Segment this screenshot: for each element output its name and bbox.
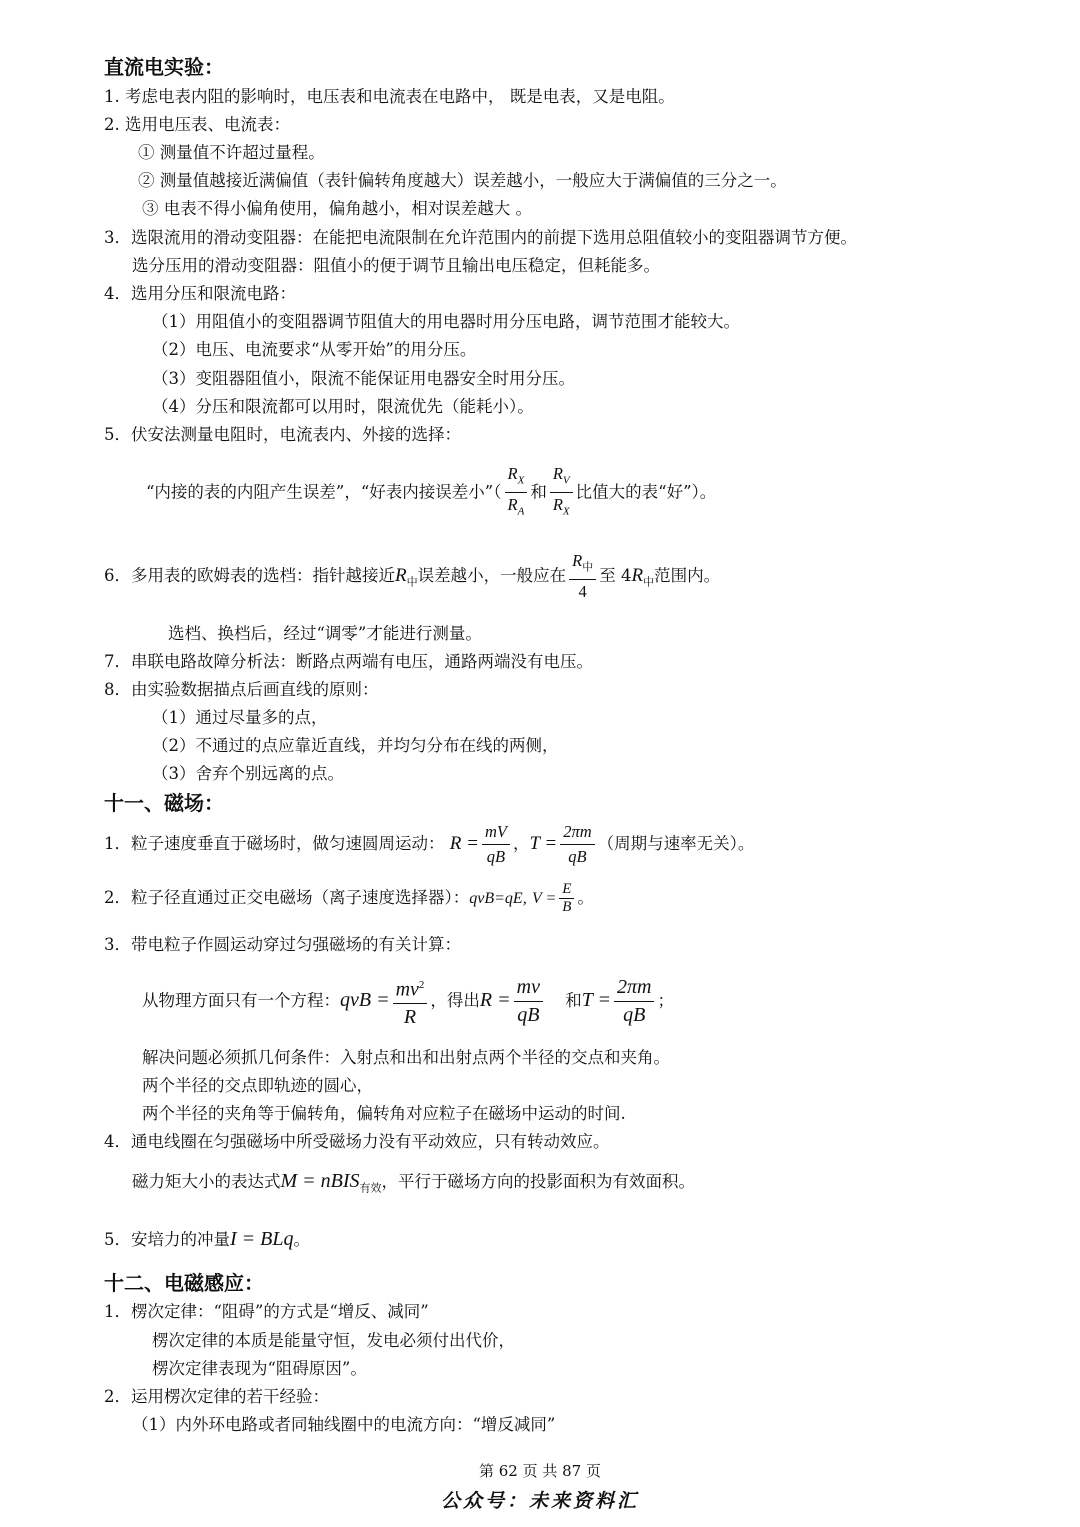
fraction-mv2-over-r [393,972,428,1032]
dc-item-1: 1. 考虑电表内阻的影响时，电压表和电流表在电路中， 既是电表，又是电阻。 [104,87,675,106]
fraction-numerator: E [559,881,574,899]
fraction-numerator: mv [514,974,543,1002]
dc-item-2-point-3: ③ 电表不得小偏角使用，偏角越小，相对误差越大 。 [142,199,532,218]
dc-item-2-point-1: ① 测量值不许超过量程。 [138,143,325,162]
mag-item-4-torque-prefix: 磁力矩大小的表达式 [132,1172,281,1191]
dc-item-8-sub-1: （1）通过尽量多的点， [152,708,328,727]
subscript-mid: 中 [643,575,655,589]
fraction-numerator-r: R [552,464,563,483]
ind-item-1: 1．楞次定律：“阻碍”的方式是“增反、减同” [104,1302,429,1321]
dc-item-6-note: 选档、换档后，经过“调零”才能进行测量。 [168,624,482,643]
fraction-denominator: qB [517,1004,540,1026]
equation-r-lhs: R = [479,989,511,1011]
fraction-2pim-over-qb [560,820,594,869]
fraction-numerator: mv [395,978,419,1001]
fraction-numerator-r: R [507,464,518,483]
dc-item-4-sub-2: （2）电压、电流要求“从零开始”的用分压。 [152,340,477,359]
fraction-rv-over-rx [550,462,573,524]
equation-r-lhs: R = [449,833,479,854]
dc-item-6 [104,548,720,610]
dc-item-3: 3．选限流用的滑动变阻器：在能把电流限制在允许范围内的前提下选用总阻值较小的变阻器调节方便。 [104,228,857,247]
mag-item-3: 3．带电粒子作圆运动穿过匀强磁场的有关计算： [104,935,461,954]
dc-item-5-rule-and: 和 [530,482,547,502]
brand-watermark: 公众号：未来资料汇 [440,1490,639,1512]
dc-item-5: 5．伏安法测量电阻时，电流表内、外接的选择： [104,425,461,444]
mag-item-2-suffix: 。 [577,888,594,907]
equation-impulse: I = BLq [230,1228,294,1250]
page-number: 第 62 页 共 87 页 [478,1462,601,1480]
mag-item-5 [104,1222,310,1257]
ind-item-2-sub-1: （1）内外环电路或者同轴线圈中的电流方向：“增反减同” [132,1415,556,1434]
equation-v-lhs: V = [531,890,557,907]
subscript-v: V [562,474,570,487]
dc-item-8: 8．由实验数据描点后画直线的原则： [104,680,379,699]
r-mid-symbol: R [395,565,407,586]
subscript-effective: 有效 [359,1181,382,1195]
dc-item-6-prefix: 6．多用表的欧姆表的选档：指针越接近 [104,566,395,585]
mag-item-3-eq-middle: ，得出 [430,991,480,1010]
dc-item-4-sub-1: （1）用阻值小的变阻器调节阻值大的用电器时用分压电路，调节范围才能较大。 [152,312,740,331]
mag-item-2-prefix: 2．粒子径直通过正交电磁场（离子速度选择器）： [104,888,470,907]
mag-item-5-suffix: 。 [293,1230,310,1249]
dc-item-5-rule-prefix: “内接的表的内阻产生误差”，“好表内接误差小”（ [146,482,502,502]
fraction-numerator: mV [482,820,510,845]
ind-item-1-essence: 楞次定律的本质是能量守恒，发电必须付出代价， [152,1331,515,1350]
fraction-denominator-r: R [552,495,563,515]
ind-item-1-manifest: 楞次定律表现为“阻碍原因”。 [152,1359,367,1378]
section-title-dc-experiment: 直流电实验： [104,55,224,79]
dc-item-2-point-2: ② 测量值越接近满偏值（表针偏转角度越大）误差越小，一般应大于满偏值的三分之一。 [138,171,787,190]
subscript-a: A [517,505,525,518]
mag-item-2 [104,878,594,919]
equation-qvb-lhs: qvB = [340,989,390,1011]
section-title-magnetic-field: 十一、磁场： [104,791,224,815]
dc-item-6-to: 至 4 [599,566,632,585]
dc-item-5-rule [146,462,716,524]
dc-item-6-middle: 误差越小，一般应在 [417,566,567,585]
section-title-electromagnetic-induction: 十二、电磁感应： [104,1271,264,1295]
dc-item-8-sub-3: （3）舍弃个别远离的点。 [152,764,344,783]
equation-qvb-qe: qvB=qE, [469,890,527,907]
mag-item-1 [104,817,754,871]
dc-item-7: 7．串联电路故障分析法：断路点两端有电压，通路两端没有电压。 [104,652,593,671]
fraction-rx-over-ra [505,462,528,524]
mag-item-3-angle: 两个半径的夹角等于偏转角，偏转角对应粒子在磁场中运动的时间. [142,1104,626,1123]
fraction-denominator: qB [623,1004,646,1026]
fraction-numerator: 2πm [560,820,594,845]
dc-item-4-sub-4: （4）分压和限流都可以用时，限流优先（能耗小）。 [152,397,534,416]
fraction-mv-over-qb [482,820,510,869]
subscript-x: X [562,505,570,518]
fraction-denominator: B [562,899,572,915]
equation-t-lhs: T = [529,833,558,854]
fraction-denominator-four: 4 [578,582,587,602]
ind-item-2: 2．运用楞次定律的若干经验： [104,1387,329,1406]
dc-item-4: 4．选用分压和限流电路： [104,284,296,303]
mag-item-3-condition: 解决问题必须抓几何条件：入射点和出和出射点两个半径的交点和夹角。 [142,1048,670,1067]
r-mid-symbol: R [631,565,644,586]
mag-item-3-eq-suffix: ； [657,991,674,1010]
equation-t-lhs: T = [581,989,611,1011]
fraction-numerator: 2πm [614,974,654,1002]
fraction-rmid-over-4 [569,549,596,604]
mag-item-4-torque [132,1164,695,1205]
dc-item-8-sub-2: （2）不通过的点应靠近直线，并均匀分布在线的两侧， [152,736,559,755]
superscript-two: 2 [418,978,425,991]
separator: ， [512,834,530,853]
mag-item-3-eq-and: 和 [565,991,582,1010]
mag-item-3-center: 两个半径的交点即轨迹的圆心， [142,1076,373,1095]
mag-item-3-eq-prefix: 从物理方面只有一个方程： [142,991,340,1010]
fraction-denominator: qB [486,847,506,866]
subscript-x: X [517,474,525,487]
fraction-denominator: qB [568,847,587,866]
dc-item-5-rule-suffix: 比值大的表“好”）。 [575,482,717,502]
mag-item-5-prefix: 5．安培力的冲量 [104,1230,230,1249]
fraction-denominator: R [403,1006,417,1029]
mag-item-1-prefix: 1．粒子速度垂直于磁场时，做匀速圆周运动： [104,834,445,853]
mag-item-3-equation [142,970,674,1031]
fraction-e-over-b [559,881,574,916]
mag-item-4: 4．通电线圈在匀强磁场中所受磁场力没有平动效应，只有转动效应。 [104,1132,610,1151]
equation-torque: M = nBIS [280,1170,360,1192]
dc-item-4-sub-3: （3）变阻器阻值小，限流不能保证用电器安全时用分压。 [152,369,575,388]
fraction-mv-over-qb [514,974,543,1029]
dc-item-6-suffix: 范围内。 [654,566,721,585]
mag-item-1-suffix: （周期与速率无关）。 [597,834,755,853]
dc-item-2: 2. 选用电压表、电流表： [104,115,290,134]
fraction-numerator-r: R [572,550,583,570]
fraction-2pim-over-qb [614,974,654,1029]
dc-item-3-note: 选分压用的滑动变阻器：阻值小的便于调节且输出电压稳定，但耗能多。 [132,256,660,275]
subscript-mid: 中 [582,560,594,574]
fraction-denominator-r: R [507,495,518,515]
subscript-mid: 中 [406,575,418,589]
mag-item-4-torque-suffix: ，平行于磁场方向的投影面积为有效面积。 [381,1172,696,1191]
